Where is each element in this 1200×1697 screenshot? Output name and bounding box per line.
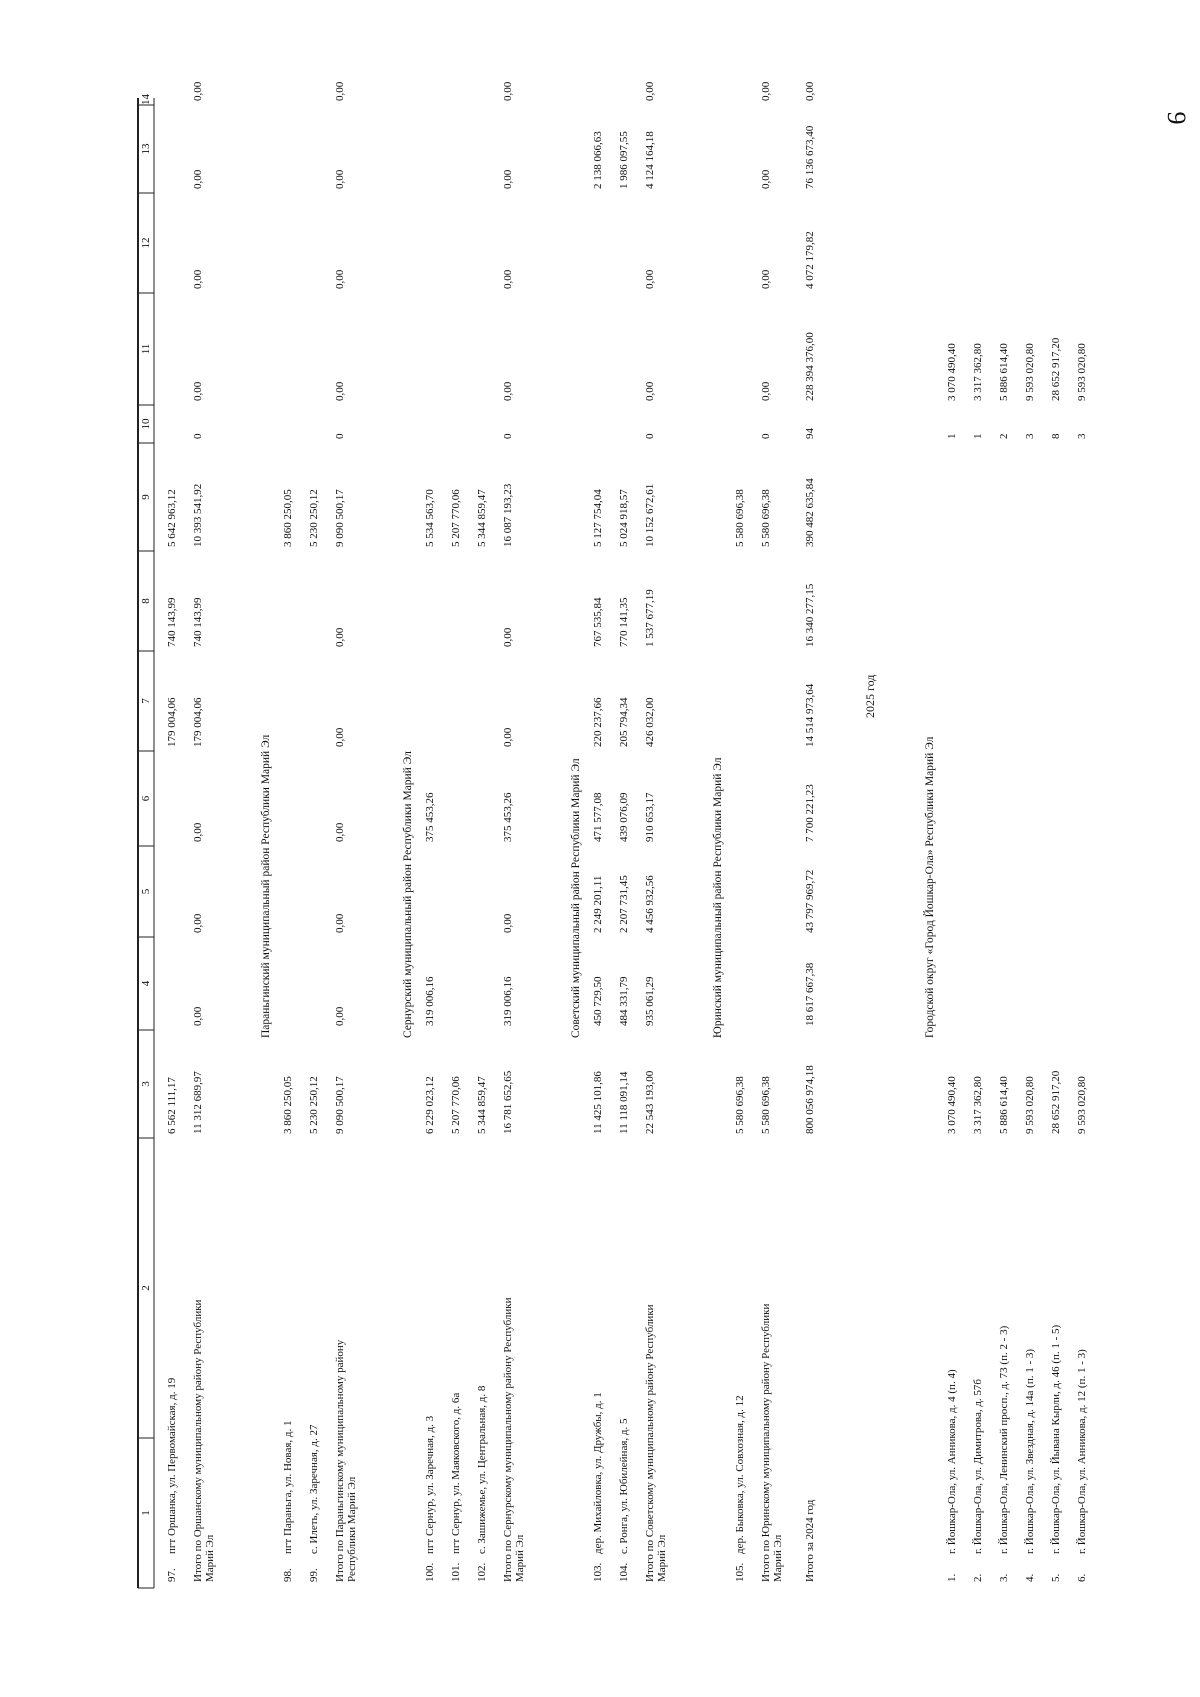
row-label: с. Илеть, ул. Заречная, д. 27: [308, 1424, 320, 1554]
cell-value: 0,00: [502, 381, 514, 401]
cell-value: 5 580 696,38: [734, 489, 746, 547]
row-label: пгт Сернур, ул. Заречная, д. 3: [424, 1415, 436, 1554]
row-index: 103.: [592, 1562, 604, 1582]
cell-value: 16 340 277,15: [804, 583, 816, 647]
cell-value: 0,00: [644, 81, 656, 101]
cell-value: 770 141,35: [618, 597, 630, 647]
cell-value: 14 514 973,64: [804, 683, 816, 747]
cell-value: 5 580 696,38: [760, 489, 772, 547]
section-heading: Юринский муниципальный район Республики Марий Эл: [712, 757, 724, 1038]
page-number: 9: [1162, 111, 1191, 125]
row-index: 6.: [1076, 1573, 1088, 1582]
section-heading: Городской округ «Город Йошкар-Ола» Республики Марий Эл: [924, 736, 936, 1038]
cell-value: 9 593 020,80: [1024, 343, 1036, 401]
row-label: дер. Михайловка, ул. Дружбы, д. 1: [592, 1392, 604, 1554]
cell-value: 3 317 362,80: [972, 1076, 984, 1134]
cell-value: 935 061,29: [644, 976, 656, 1026]
row-index: 2.: [972, 1573, 984, 1582]
cell-value: 0: [502, 433, 514, 439]
cell-value: 439 076,09: [618, 792, 630, 842]
cell-value: 0,00: [334, 913, 346, 933]
cell-value: 0,00: [334, 381, 346, 401]
cell-value: 1: [972, 433, 984, 439]
cell-value: 94: [804, 428, 816, 439]
column-header: 4: [140, 980, 152, 987]
cell-value: 3 860 250,05: [282, 489, 294, 547]
cell-value: 0,00: [334, 727, 346, 747]
column-header: 5: [140, 888, 152, 895]
cell-value: 9 593 020,80: [1076, 1076, 1088, 1134]
table-cells: [120, 81, 1088, 1598]
row-index: 99.: [308, 1568, 320, 1582]
cell-value: 2 249 201,11: [592, 875, 604, 933]
cell-value: 28 652 917,20: [1050, 1070, 1062, 1134]
cell-value: 0,00: [760, 269, 772, 289]
row-index: 5.: [1050, 1573, 1062, 1582]
cell-value: 5 207 770,06: [450, 489, 462, 547]
row-label: г. Йошкар-Ола, Ленинский просп., д. 73 (п. 2 - 3): [998, 1325, 1010, 1554]
row-label: пгт Оршанка, ул. Первомайская, д. 19: [166, 1377, 178, 1554]
cell-value: 3 860 250,05: [282, 1076, 294, 1134]
cell-value: 0,00: [644, 269, 656, 289]
cell-value: 0,00: [502, 169, 514, 189]
cell-value: 0: [192, 433, 204, 439]
cell-value: 9 090 500,17: [334, 489, 346, 547]
column-header: 1: [140, 1510, 152, 1516]
cell-value: 8: [1050, 433, 1062, 439]
cell-value: 4 124 164,18: [644, 131, 656, 189]
cell-value: 319 006,16: [424, 976, 436, 1026]
row-label: Итого по Юринскому муниципальному району Республики Марий Эл: [760, 1303, 784, 1582]
cell-value: 390 482 635,84: [804, 478, 816, 547]
row-index: 1.: [946, 1573, 958, 1582]
cell-value: 0: [644, 433, 656, 439]
column-header: 14: [140, 94, 152, 105]
cell-value: 7 700 221,23: [804, 784, 816, 842]
cell-value: 11 425 101,86: [592, 1071, 604, 1134]
column-header: 6: [140, 795, 152, 802]
cell-value: 0,00: [644, 381, 656, 401]
cell-value: 5 886 614,40: [998, 343, 1010, 401]
cell-value: 179 004,06: [166, 697, 178, 747]
cell-value: 0,00: [760, 81, 772, 101]
cell-value: 450 729,50: [592, 976, 604, 1026]
cell-value: 220 237,66: [592, 697, 604, 747]
cell-value: 9 593 020,80: [1076, 343, 1088, 401]
cell-value: 5 344 859,47: [476, 489, 488, 547]
cell-value: 76 136 673,40: [804, 125, 816, 189]
cell-value: 0,00: [760, 169, 772, 189]
section-heading: Параньгинский муниципальный район Республики Марий Эл: [260, 734, 272, 1038]
row-label: дер. Быковка, ул. Совхозная, д. 12: [734, 1395, 746, 1554]
cell-value: 16 781 652,65: [502, 1070, 514, 1134]
cell-value: 18 617 667,38: [804, 962, 816, 1026]
year-heading: 2025 год: [863, 674, 877, 718]
column-header: 11: [140, 343, 152, 355]
cell-value: 0,00: [192, 169, 204, 189]
cell-value: 0,00: [192, 269, 204, 289]
cell-value: 1 537 677,19: [644, 589, 656, 647]
cell-value: 5 230 250,12: [308, 489, 320, 547]
cell-value: 179 004,06: [192, 697, 204, 747]
cell-value: 0,00: [502, 269, 514, 289]
cell-value: 0,00: [502, 81, 514, 101]
cell-value: 5 580 696,38: [760, 1076, 772, 1134]
section-heading: Сернурский муниципальный район Республики Марий Эл: [402, 751, 414, 1038]
row-index: 102.: [476, 1562, 488, 1582]
row-index: 98.: [282, 1568, 294, 1582]
cell-value: 6 562 111,17: [166, 1077, 178, 1134]
cell-value: 0,00: [334, 627, 346, 647]
section-heading: Советский муниципальный район Республики Марий Эл: [570, 758, 582, 1038]
cell-value: 4 072 179,82: [804, 231, 816, 289]
column-header: 9: [140, 494, 152, 500]
cell-value: 0,00: [334, 169, 346, 189]
cell-value: 740 143,99: [166, 597, 178, 647]
cell-value: 5 127 754,04: [592, 489, 604, 547]
cell-value: 0,00: [192, 822, 204, 842]
cell-value: 3 070 490,40: [946, 343, 958, 401]
column-header: 3: [140, 1081, 152, 1087]
cell-value: 0,00: [334, 822, 346, 842]
cell-value: 0,00: [502, 627, 514, 647]
cell-value: 28 652 917,20: [1050, 337, 1062, 401]
row-label: Итого за 2024 год: [804, 1499, 816, 1582]
cell-value: 426 032,00: [644, 697, 656, 747]
row-index: 4.: [1024, 1573, 1036, 1582]
cell-value: 10 393 541,92: [192, 483, 204, 547]
cell-value: 2 138 066,63: [592, 131, 604, 189]
cell-value: 11 312 689,97: [192, 1071, 204, 1134]
cell-value: 0,00: [334, 81, 346, 101]
cell-value: 484 331,79: [618, 976, 630, 1026]
row-label: г. Йошкар-Ола, ул. Звездная, д. 14а (п. 1 - 3): [1024, 1348, 1036, 1554]
row-index: 105.: [734, 1562, 746, 1582]
cell-value: 5 642 963,12: [166, 489, 178, 547]
cell-value: 16 087 193,23: [502, 483, 514, 547]
cell-value: 0,00: [334, 269, 346, 289]
column-header: 12: [140, 237, 152, 249]
cell-value: 0,00: [334, 1006, 346, 1026]
cell-value: 205 794,34: [618, 697, 630, 747]
column-header: 2: [140, 1285, 152, 1291]
cell-value: 2 207 731,45: [618, 875, 630, 933]
row-label: г. Йошкар-Ола, ул. Йывана Кырли, д. 46 (п. 1 - 5): [1050, 1324, 1062, 1554]
cell-value: 319 006,16: [502, 976, 514, 1026]
cell-value: 5 230 250,12: [308, 1076, 320, 1134]
cell-value: 228 394 376,00: [804, 332, 816, 401]
cell-value: 11 118 091,14: [618, 1071, 630, 1134]
row-index: 104.: [618, 1562, 630, 1582]
row-label: с. Зашижемье, ул. Центральная, д. 8: [476, 1385, 488, 1554]
cell-value: 375 453,26: [424, 792, 436, 842]
cell-value: 0,00: [804, 81, 816, 101]
row-label: пгт Параньга, ул. Новая, д. 1: [282, 1420, 294, 1554]
row-index: 100.: [424, 1562, 436, 1582]
cell-value: 4 456 932,56: [644, 875, 656, 933]
row-index: 3.: [998, 1573, 1010, 1582]
row-label: г. Йошкар-Ола, ул. Анникова, д. 12 (п. 1 - 3): [1076, 1349, 1088, 1554]
cell-value: 800 056 974,18: [804, 1065, 816, 1134]
cell-value: 0,00: [760, 381, 772, 401]
cell-value: 0,00: [502, 913, 514, 933]
rotated-table: [120, 81, 1088, 1598]
row-label: пгт Сернур, ул. Маяковского, д. 6а: [450, 1392, 462, 1554]
cell-value: 3: [1076, 433, 1088, 439]
cell-value: 0: [760, 433, 772, 439]
cell-value: 9 593 020,80: [1024, 1076, 1036, 1134]
cell-value: 5 534 563,70: [424, 489, 436, 547]
cell-value: 375 453,26: [502, 792, 514, 842]
cell-value: 5 024 918,57: [618, 489, 630, 547]
row-label: г. Йошкар-Ола, ул. Димитрова, д. 57б: [972, 1378, 984, 1554]
row-label: Итого по Параньгинскому муниципальному району Республики Марий Эл: [334, 1339, 358, 1582]
cell-value: 0,00: [502, 727, 514, 747]
row-label: г. Йошкар-Ола, ул. Анникова, д. 4 (п. 4): [946, 1369, 958, 1554]
cell-value: 3 070 490,40: [946, 1076, 958, 1134]
cell-value: 5 886 614,40: [998, 1076, 1010, 1134]
cell-value: 5 344 859,47: [476, 1076, 488, 1134]
cell-value: 10 152 672,61: [644, 483, 656, 547]
row-label: Итого по Оршанскому муниципальному району Республики Марий Эл: [192, 1299, 216, 1582]
cell-value: 0,00: [192, 81, 204, 101]
row-label: Итого по Советскому муниципальному району Республики Марий Эл: [644, 1304, 668, 1582]
cell-value: 5 207 770,06: [450, 1076, 462, 1134]
cell-value: 9 090 500,17: [334, 1076, 346, 1134]
column-header: 8: [140, 598, 152, 604]
cell-value: 0,00: [192, 1006, 204, 1026]
cell-value: 2: [998, 433, 1010, 439]
row-label: с. Ронга, ул. Юбилейная, д. 5: [618, 1418, 630, 1554]
row-index: 97.: [166, 1568, 178, 1582]
cell-value: 1: [946, 433, 958, 439]
cell-value: 740 143,99: [192, 597, 204, 647]
cell-value: 0,00: [192, 381, 204, 401]
column-header: 10: [140, 418, 152, 430]
cell-value: 471 577,08: [592, 792, 604, 842]
cell-value: 6 229 023,12: [424, 1076, 436, 1134]
cell-value: 5 580 696,38: [734, 1076, 746, 1134]
cell-value: 3: [1024, 433, 1036, 439]
cell-value: 0: [334, 433, 346, 439]
column-header: 13: [140, 143, 152, 155]
row-label: Итого по Сернурскому муниципальному району Республики Марий Эл: [502, 1297, 526, 1582]
cell-value: 22 543 193,00: [644, 1070, 656, 1134]
cell-value: 0,00: [192, 913, 204, 933]
row-index: 101.: [450, 1562, 462, 1582]
cell-value: 910 653,17: [644, 792, 656, 842]
cell-value: 1 986 097,55: [618, 131, 630, 189]
cell-value: 43 797 969,72: [804, 869, 816, 933]
cell-value: 3 317 362,80: [972, 343, 984, 401]
column-header: 7: [140, 698, 152, 704]
cell-value: 767 535,84: [592, 597, 604, 647]
